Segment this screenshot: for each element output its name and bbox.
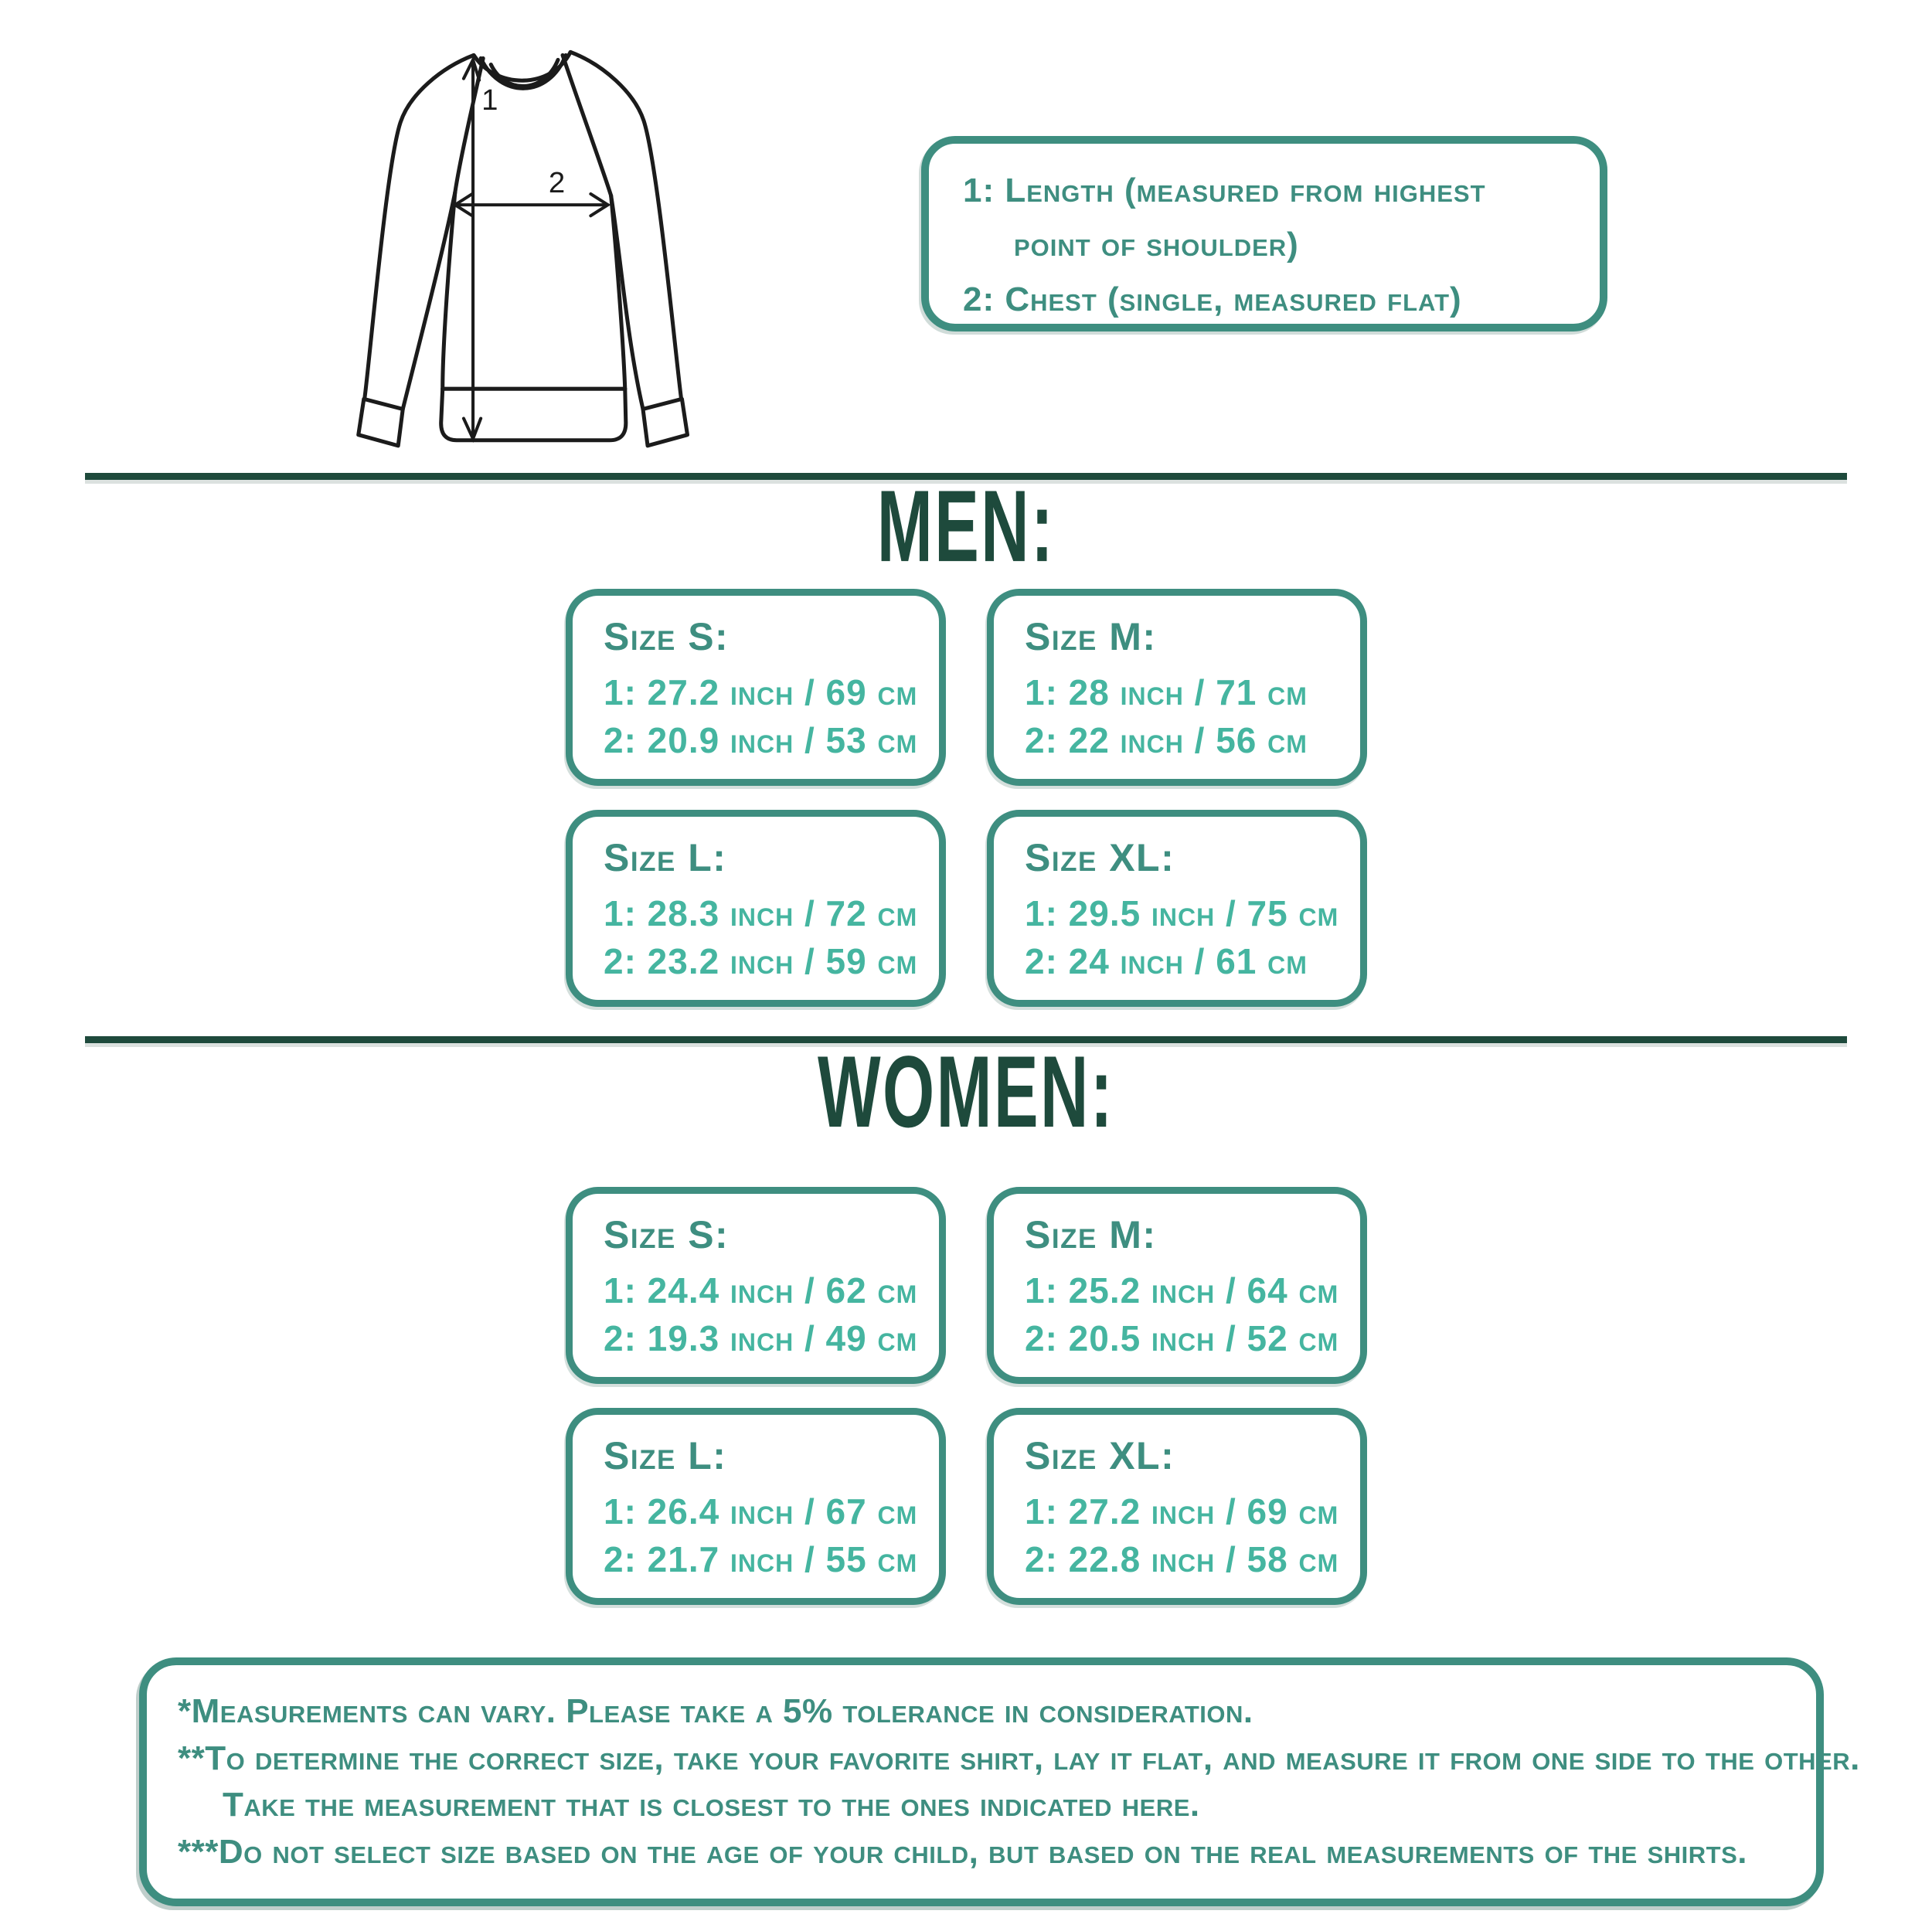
men-size-s-box	[566, 589, 946, 786]
footnotes-box	[139, 1657, 1860, 1906]
women-size-xl-box	[987, 1408, 1367, 1605]
arrow2-label: 2	[548, 165, 566, 199]
shirt-diagram	[321, 19, 792, 460]
size-length-row: 1: 24.4 inch / 62 cm	[604, 1270, 918, 1311]
size-title: Size L:	[604, 1434, 727, 1477]
footnote-determine-size: **To determine the correct size, take your favorite shirt, lay it flat, and measure it from one side to the other.	[178, 1739, 1860, 1777]
size-title: Size M:	[1025, 1213, 1157, 1256]
men-size-l-box	[566, 810, 946, 1007]
shirt-diagram-svg	[321, 19, 792, 460]
footnote-tolerance: *Measurements can vary. Please take a 5% tolerance in consideration.	[178, 1692, 1253, 1730]
size-chest-row: 2: 23.2 inch / 59 cm	[604, 941, 918, 982]
size-title: Size S:	[604, 1213, 730, 1256]
length-arrow	[464, 59, 481, 438]
size-title: Size M:	[1025, 615, 1157, 658]
women-size-s-box	[566, 1187, 946, 1384]
size-chest-row: 2: 22.8 inch / 58 cm	[1025, 1539, 1339, 1580]
size-length-row: 1: 28.3 inch / 72 cm	[604, 893, 918, 933]
footnote-child-age: ***Do not select size based on the age of your child, but based on the real measurements of the shirts.	[178, 1833, 1747, 1872]
legend-line-2: 2: Chest (single, measured flat)	[963, 280, 1462, 318]
size-chest-row: 2: 20.5 inch / 52 cm	[1025, 1318, 1339, 1359]
legend-line-1-continued: point of shoulder)	[1014, 226, 1299, 264]
arrow1-label: 1	[481, 83, 498, 117]
size-length-row: 1: 28 inch / 71 cm	[1025, 672, 1308, 712]
size-length-row: 1: 26.4 inch / 67 cm	[604, 1491, 918, 1532]
footnote-determine-size-continued: Take the measurement that is closest to the ones indicated here.	[223, 1786, 1200, 1824]
women-size-grid	[566, 1187, 1367, 1605]
women-size-l-box	[566, 1408, 946, 1605]
size-length-row: 1: 27.2 inch / 69 cm	[1025, 1491, 1339, 1532]
legend-line-1: 1: Length (measured from highest	[963, 172, 1486, 209]
size-chest-row: 2: 22 inch / 56 cm	[1025, 720, 1308, 761]
women-size-m-box	[987, 1187, 1367, 1384]
size-length-row: 1: 29.5 inch / 75 cm	[1025, 893, 1339, 933]
size-title: Size S:	[604, 615, 730, 658]
men-size-grid	[566, 589, 1367, 1007]
chest-arrow	[455, 194, 608, 216]
shirt-outline	[359, 52, 688, 445]
size-chest-row: 2: 24 inch / 61 cm	[1025, 941, 1308, 982]
size-chest-row: 2: 20.9 inch / 53 cm	[604, 720, 918, 761]
size-title: Size L:	[604, 836, 727, 879]
size-chest-row: 2: 19.3 inch / 49 cm	[604, 1318, 918, 1359]
size-title: Size XL:	[1025, 836, 1175, 879]
size-length-row: 1: 27.2 inch / 69 cm	[604, 672, 918, 712]
women-heading: WOMEN:	[818, 1034, 1114, 1149]
size-title: Size XL:	[1025, 1434, 1175, 1477]
measurement-legend-box	[921, 136, 1607, 331]
men-heading: MEN:	[876, 468, 1056, 583]
men-size-xl-box	[987, 810, 1367, 1007]
size-chest-row: 2: 21.7 inch / 55 cm	[604, 1539, 918, 1580]
men-size-m-box	[987, 589, 1367, 786]
size-length-row: 1: 25.2 inch / 64 cm	[1025, 1270, 1339, 1311]
